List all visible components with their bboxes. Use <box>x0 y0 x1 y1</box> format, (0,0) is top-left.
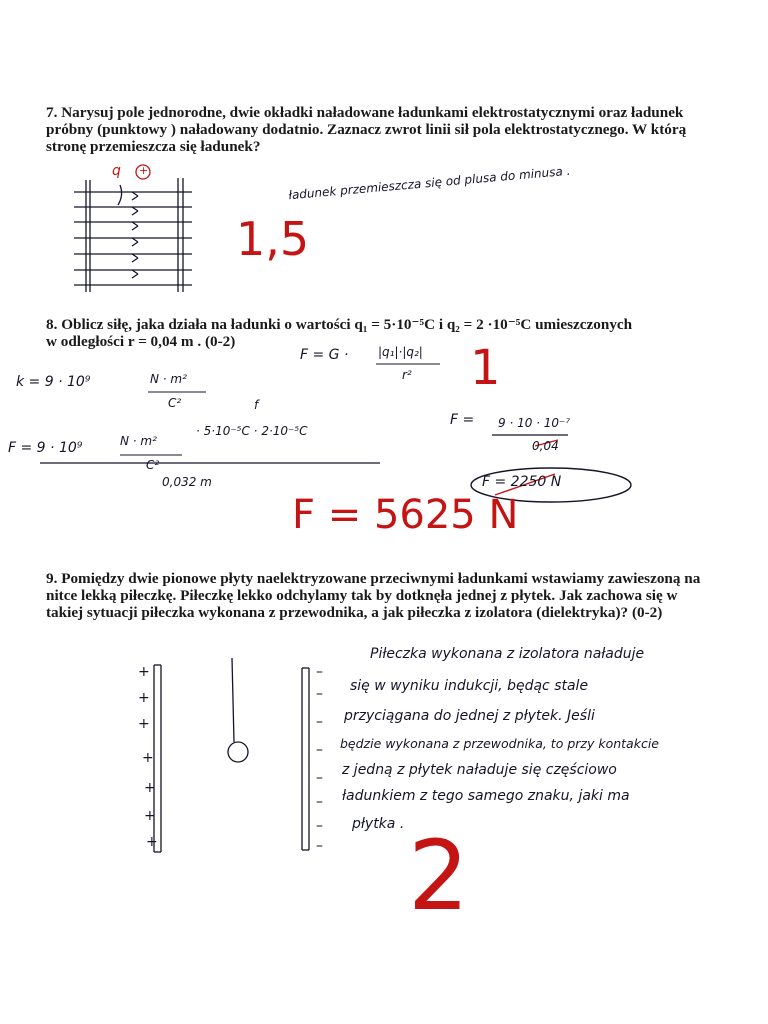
q8-score: 1 <box>470 340 501 396</box>
plus-sign: + <box>146 834 158 850</box>
minus-sign: – <box>316 664 323 680</box>
f-lhs: F = 9 · 10⁹ <box>8 440 83 456</box>
circled-result: F = 2250 N <box>482 474 562 490</box>
answer-line: przyciągana do jednej z płytek. Jeśli <box>344 708 595 724</box>
answer-line: Piłeczka wykonana z izolatora naładuje <box>370 646 645 662</box>
charge-label: q <box>112 163 121 179</box>
formula-lhs: F = G · <box>300 347 349 363</box>
plus-sign: + <box>144 808 156 824</box>
question-8-text: 8. Oblicz siłę, jaka działa na ładunki o wartości q₁ = 5·10⁻⁵C i q₂ = 2 ·10⁻⁵C umieszczonych w odległości r = 0,04 m . (0-2) <box>46 316 633 350</box>
plus-sign: + <box>144 780 156 796</box>
q7-score: 1,5 <box>236 212 310 266</box>
minus-sign: – <box>316 742 323 758</box>
plus-sign: + <box>138 664 150 680</box>
answer-line: się w wyniku indukcji, będąc stale <box>350 678 589 694</box>
f-den: 0,032 m <box>162 475 212 489</box>
plus-sign: + <box>138 716 150 732</box>
k-unit-num: N · m² <box>150 372 187 386</box>
plus-sign: + <box>139 164 149 177</box>
k-unit-den: C² <box>168 396 182 410</box>
minus-sign: – <box>316 818 323 834</box>
plus-sign: + <box>138 690 150 706</box>
right-lhs: F = <box>450 412 475 428</box>
right-num: 9 · 10 · 10⁻⁷ <box>498 416 571 430</box>
minus-sign: – <box>316 686 323 702</box>
q7-answer: ładunek przemieszcza się od plusa do minusa . <box>287 163 571 203</box>
question-7-text: 7. Narysuj pole jednorodne, dwie okładki naładowane ładunkami elektrostatycznymi oraz ładunek próbny (punktowy ) naładowany dodatnio. Zaznacz zwrot linii sił pola elektrostatycznego. W którą stronę przemieszcza się ładunek? <box>46 104 687 155</box>
f-charges: · 5·10⁻⁵C · 2·10⁻⁵C <box>196 424 308 438</box>
q7-field-diagram <box>74 178 192 292</box>
right-den: 0,04 <box>532 439 559 453</box>
answer-line: płytka . <box>352 816 405 832</box>
red-result: F = 5625 N <box>292 492 519 538</box>
minus-sign: – <box>316 794 323 810</box>
f-unit-num: N · m² <box>120 434 157 448</box>
formula-num: |q₁|·|q₂| <box>378 345 423 359</box>
formula-den: r² <box>402 368 412 382</box>
f-unit-den: C² <box>146 458 160 472</box>
q9-score: 2 <box>408 820 470 932</box>
question-9-text: 9. Pomiędzy dwie pionowe płyty naelektryzowane przeciwnymi ładunkami wstawiamy zawieszoną na nitce lekką piłeczkę. Piłeczkę lekko odchylamy tak by dotknęła jednej z płytek. Jak zachowa się w takiej sytuacji piłeczka wykonana z przewodnika, a jak piłeczka z izolatora (dielektryka)? (0-2) <box>46 570 701 621</box>
answer-line: ładunkiem z tego samego znaku, jaki ma <box>342 788 630 804</box>
answer-line: będzie wykonana z przewodnika, to przy kontakcie <box>340 736 659 751</box>
k-lhs: k = 9 · 10⁹ <box>16 374 91 390</box>
plus-sign: + <box>142 750 154 766</box>
minus-sign: – <box>316 838 323 854</box>
q9-plates <box>154 658 309 852</box>
minus-sign: – <box>316 770 323 786</box>
minus-sign: – <box>316 714 323 730</box>
answer-line: z jedną z płytek naładuje się częściowo <box>342 762 617 778</box>
tick-mark: f <box>254 398 259 412</box>
